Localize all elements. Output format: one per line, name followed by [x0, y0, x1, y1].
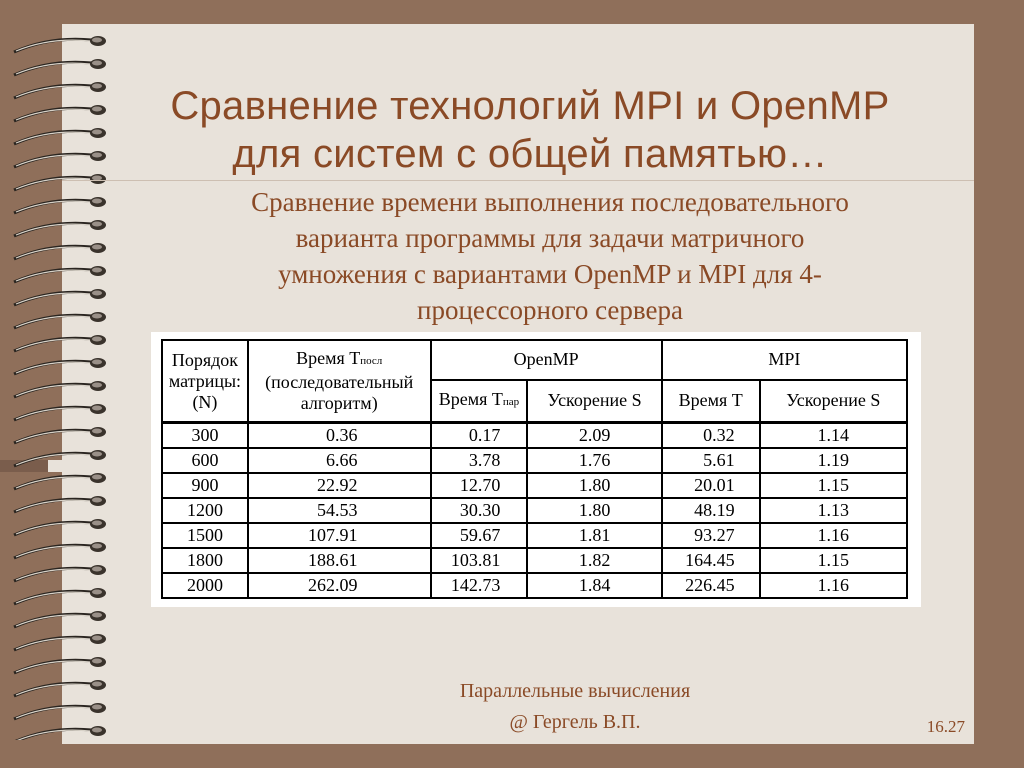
table-cell: 0.32: [662, 423, 760, 449]
slide-title: [100, 82, 960, 178]
table-cell: 5.61: [662, 448, 760, 473]
page-number: 16.27: [926, 717, 965, 736]
table-cell: 1.13: [760, 498, 907, 523]
table-cell: 20.01: [662, 473, 760, 498]
table-cell: 1800: [162, 548, 248, 573]
table-row: [162, 448, 907, 473]
table-cell: 0.17: [431, 423, 528, 449]
table-row: [162, 498, 907, 523]
subtitle-line-1: Сравнение времени выполнения последовательного: [251, 187, 849, 217]
table-cell: 1.14: [760, 423, 907, 449]
table-cell: 93.27: [662, 523, 760, 548]
header-openmp-speedup: Ускорение S: [527, 380, 661, 423]
subtitle-line-4: процессорного сервера: [417, 295, 683, 325]
table-cell: 188.61: [248, 548, 431, 573]
title-divider: [62, 180, 974, 181]
footer-course: Параллельные вычисления: [459, 680, 691, 702]
table-cell: 1.82: [527, 548, 661, 573]
header-mpi: MPI: [662, 340, 907, 380]
header-mpi-speedup: Ускорение S: [760, 380, 907, 423]
footer-author: @ Гергель В.П.: [509, 711, 641, 733]
header-seq-line-3: алгоритм): [300, 393, 378, 413]
background-corner: [0, 0, 135, 24]
table-cell: 900: [162, 473, 248, 498]
table-cell: 54.53: [248, 498, 431, 523]
table-cell: 48.19: [662, 498, 760, 523]
subtitle-line-2: варианта программы для задачи матричного: [295, 223, 805, 253]
table-cell: 1.80: [527, 473, 661, 498]
table-cell: 142.73: [431, 573, 528, 598]
header-omp-time-label: Время T: [438, 388, 503, 409]
header-order: [162, 340, 248, 423]
header-omp-time-sub: пар: [502, 395, 520, 408]
table-cell: 107.91: [248, 523, 431, 548]
table-cell: 164.45: [662, 548, 760, 573]
header-sequential-time: [248, 340, 431, 423]
table-cell: 1.15: [760, 548, 907, 573]
table-cell: 1.15: [760, 473, 907, 498]
table-cell: 1.19: [760, 448, 907, 473]
header-seq-label: Время T: [296, 348, 361, 368]
table-cell: 1.84: [527, 573, 661, 598]
table-cell: 2000: [162, 573, 248, 598]
table-cell: 1.16: [760, 523, 907, 548]
header-seq-line-2: (последовательный: [265, 372, 414, 392]
table-cell: 1500: [162, 523, 248, 548]
header-order-line-3: (N): [192, 391, 218, 412]
table-cell: 300: [162, 423, 248, 449]
header-openmp: OpenMP: [431, 340, 662, 380]
table-cell: 226.45: [662, 573, 760, 598]
header-seq-line-1: [249, 348, 430, 372]
subtitle-line-3: умножения с вариантами OpenMP и MPI для 4-: [278, 259, 822, 289]
table-cell: 1.81: [527, 523, 661, 548]
table-cell: 1.80: [527, 498, 661, 523]
table-row: [162, 573, 907, 598]
table-cell: 6.66: [248, 448, 431, 473]
slide-subtitle: [160, 184, 940, 328]
table-row: [162, 473, 907, 498]
header-seq-sub: посл: [360, 355, 383, 367]
header-order-line-1: Порядок: [171, 349, 239, 370]
comparison-table: [161, 339, 908, 599]
header-order-line-2: матрицы:: [168, 370, 242, 391]
table-cell: 3.78: [431, 448, 528, 473]
table-cell: 1.16: [760, 573, 907, 598]
title-line-1: Сравнение технологий MPI и OpenMP: [170, 84, 890, 128]
table-row: [162, 423, 907, 449]
table-cell: 103.81: [431, 548, 528, 573]
title-line-2: для систем с общей памятью…: [232, 132, 828, 176]
table-body: [162, 423, 907, 599]
table-row: [162, 548, 907, 573]
table-cell: 30.30: [431, 498, 528, 523]
table-cell: 0.36: [248, 423, 431, 449]
table-cell: 600: [162, 448, 248, 473]
table-panel: [151, 332, 921, 607]
table-cell: 22.92: [248, 473, 431, 498]
table-cell: 1200: [162, 498, 248, 523]
table-cell: 262.09: [248, 573, 431, 598]
table-row: [162, 523, 907, 548]
table-cell: 2.09: [527, 423, 661, 449]
header-openmp-time: [431, 380, 528, 423]
table-cell: 12.70: [431, 473, 528, 498]
slide-footer: [360, 676, 790, 738]
table-cell: 59.67: [431, 523, 528, 548]
header-mpi-time: Время T: [662, 380, 760, 423]
table-cell: 1.76: [527, 448, 661, 473]
